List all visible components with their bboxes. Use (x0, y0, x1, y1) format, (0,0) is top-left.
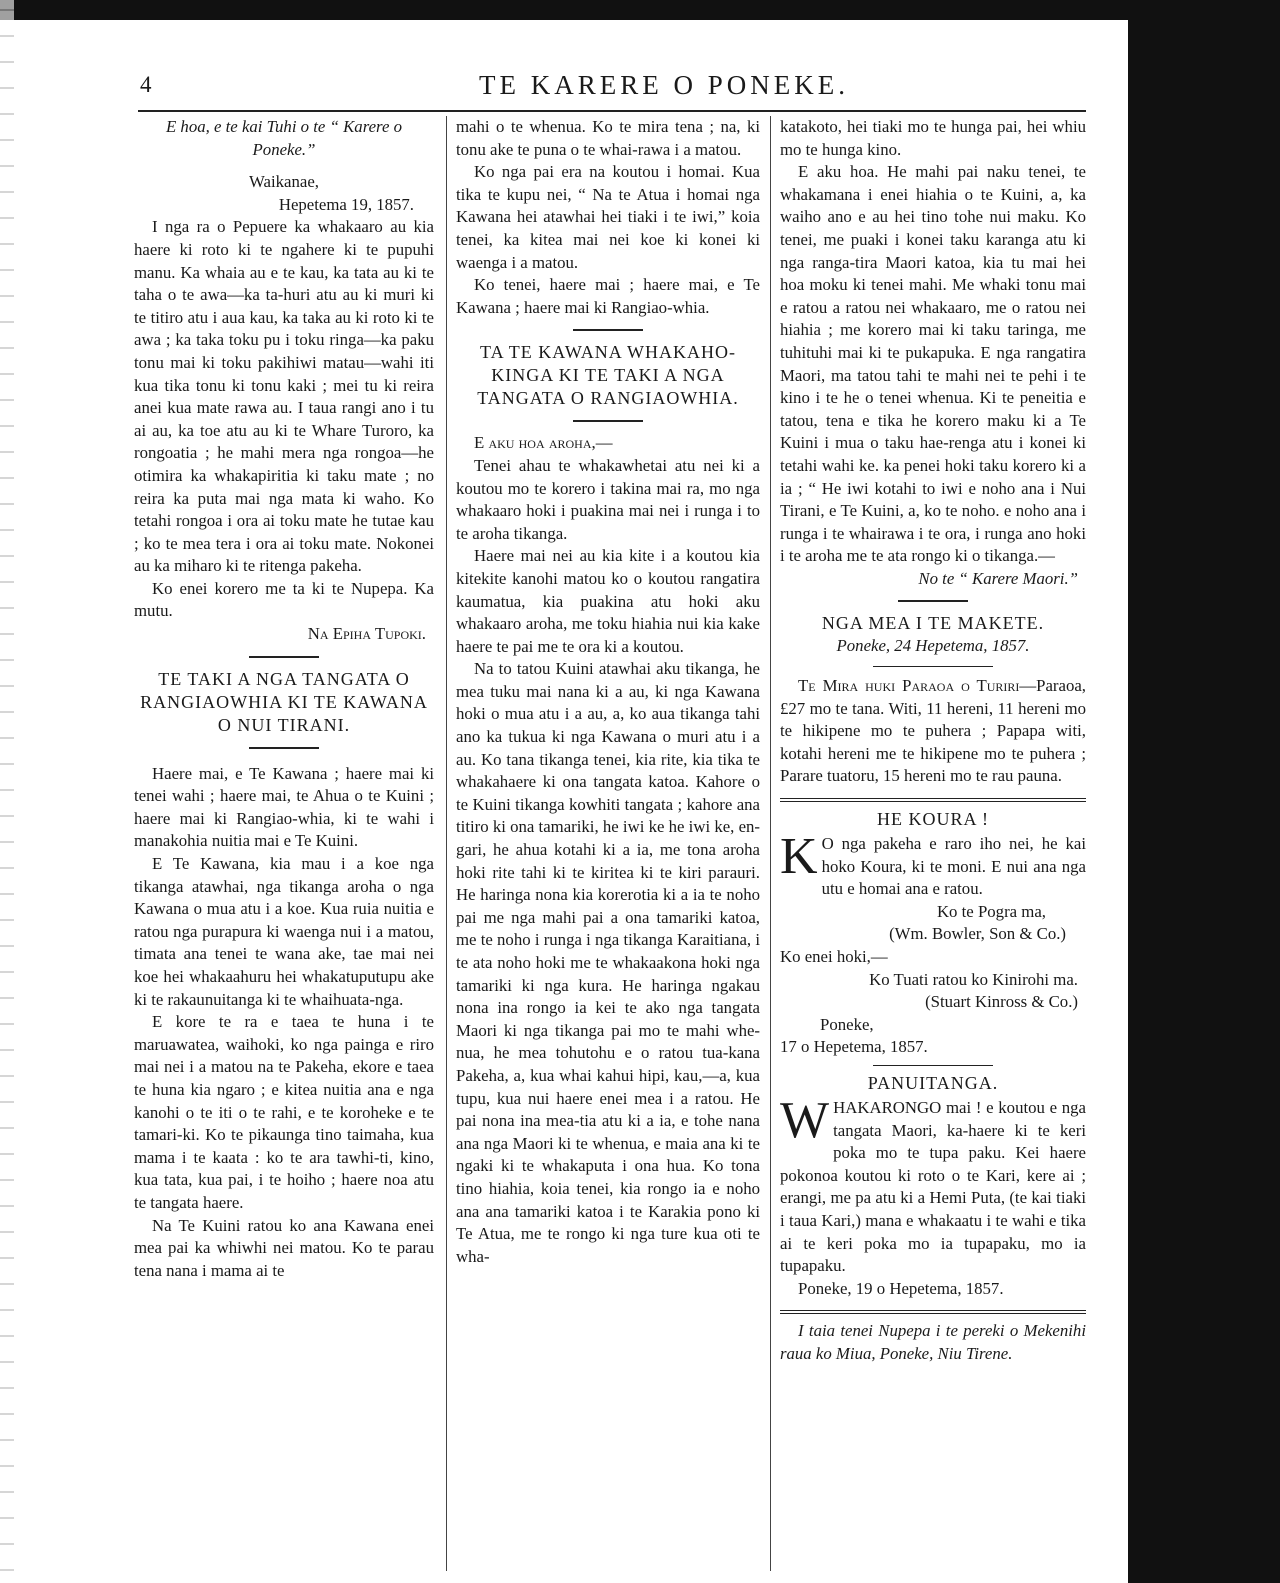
market-listing (780, 675, 1086, 788)
article-paragraph: Tenei ahau te whakawhetai atu nei ki a koutou mo te korero i takina mai ra, mo nga whakaaro hoki i puakina mai nei i runga i to te aroha tikanga. (456, 455, 760, 543)
article-paragraph: Haere mai nei au kia kite i a koutou kia kitekite kanohi matou ko o koutou rangatira kaumatua, kia puakina atu hoki aku whakaaro aroha, me toku hiahia nui kia kake haere te pai me te ora ki a koutou. (456, 546, 760, 656)
article-paragraph: Haere mai, e Te Kawana ; haere mai ki tenei wahi ; haere mai, te Ahua o te Kuini ; haere mai ki Rangiao-whia, ki te wahi i manakohia nuitia mai e Te Kuini. (134, 763, 434, 851)
header-rule (138, 110, 1086, 112)
drop-cap: W (780, 1091, 830, 1149)
section-divider (898, 600, 968, 602)
page-header (138, 68, 1120, 108)
market-heading: NGA MEA I TE MAKETE. (821, 613, 1045, 634)
notice-text: O nga pakeha e raro iho nei, he kai hoko Koura, ki te moni. E nui ana nga utu e homai ana e ratou. (821, 834, 1086, 899)
article-paragraph: Na Te Kuini ratou ko ana Kawana enei mea pai ka whiwhi nei matou. Ko te parau tena nana i mama ai te (134, 1215, 434, 1280)
section-divider (573, 329, 643, 331)
drop-cap: K (780, 828, 818, 886)
market-date: Poneke, 24 Hepetema, 1857. (836, 636, 1030, 656)
section-divider (873, 1065, 993, 1066)
letter-signature: Na Epiha Tupoki. (307, 624, 426, 644)
notice-date: Poneke, 19 o Hepetema, 1857. (798, 1278, 1004, 1298)
masthead-title: TE KARERE O PONEKE. (479, 70, 849, 100)
article-paragraph: E Te Kawana, kia mau i a koe nga tikanga atawhai, nga tikanga aroha o nga Kawana o mua atu i a koe. Kua ruia nuitia e ratou nga purapura ki waenga nui i a matou, timata ana tenei te wana ake, tae mai nei koe hei whakaahuru hei whakatuputupu ake ki te rakaunuitanga ki te whaihuata-nga. (134, 854, 434, 1009)
column-rule-1 (446, 116, 447, 1571)
column-rule-2 (770, 116, 771, 1571)
column-2 (456, 116, 760, 1268)
notice-signature: (Stuart Kinross & Co.) (925, 992, 1078, 1012)
double-rule (780, 798, 1086, 802)
article-paragraph: E aku hoa. He mahi pai naku tenei, te whakamana i enei hiahia o te Kuini, a, ka waiho ano e au hei tino tohe nui maku. Ko tenei, me puaki i konei taku karanga atu ki nga ranga-tira Maori katoa, kia tu mai hei hoa moku ki tenei mahi. Me whaki tonu mai e ratou a ratou nei whakaaro, me o ratou nei hiahia ; me korero mai ki taku taringa, me tuhituhi mai ki te pukapuka. E nga rangatira Maori, ma tatou tahi te mahi nei te pehi i te kino i te he o tenei whenua. Ki te peneitia e tatou, tena e tika he korero maku ki a Te Kuini i mua o taku hae-renga atu i konei ki tetahi wahi ke. ka penei hoki taku korero ki a ia ; “ He iwi kotahi to iwi e noho ana i Nui Tirani, e Te Kuini, a, ko te noho. e noho ana i runga i te whairawa i te ora, i runga ano hoki i te aroha me te ata rongo ki o tikanga.— (780, 162, 1086, 566)
article-paragraph: Na to tatou Kuini atawhai aku tikanga, he mea tuku mai nana ki a au, ki nga Kawana hoki o mua atu i a au, a, ko aua tikanga tahi ano ka tukua ki nga Kawana o muri atu i a au. Ko tana tikanga tenei, kia rite, kia tika te whakahaere ki ona tangata katoa. Kahore o te Kuini tikanga kowhiti tangata ; kahore ana titiro ki ona tamariki, he iwi ke he iwi ke, en-gari, he ahua kotahi ki a ia, me tona aroha hoki rite tahi ki te kiritea ki te kiri parauri. He haringa nona kia korerotia ki a ia te noho pai me nga mahi pai a ona tamariki katoa, me te noho i runga i nga tikanga Karaitiana, i te ata noho hoki me te whakaakona hoki nga tamariki ki nga kura. He haringa ngakau nona ina rongo ia kei te ako nga tangata Maori ki nga tikanga pai mo te mahi whe-nua, he mea tohutohu e o ratou tua-kana Pakeha, a, kua whai kahui hipi, kau,—a, kua tupu, kua nui haere enei mea i a ratou. He pai nona ina mea-tia atu ki a ia, e tohe nana ana nga Maori ki te whenua, e maia ana ki te ngaki ki te whakaputa i ona hua. Ko tona tino hiahia, koia tenei, kia rongo ia e noho ana ana tamariki katoa i te Karakia pono ki Te Atua, me te rongo ki nga ture kua oti te wha- (456, 659, 760, 1266)
article-paragraph: E kore te ra e taea te huna i te maruawatea, waihoki, ko nga painga e riro mai nei i a matou na te Pakeha, ekore e taea te huna kia ngaro ; e kitea nuitia ana e nga kanohi o te iti o te rahi, e te koroheke e te tamari-ki. Ko te pikaunga tino taimaha, kua mama i te kaata : ko te ara tawhi-ti, kino, kua tata, kua pai, i te hoiho ; haere noa atu te tangata haere. (134, 1012, 434, 1212)
column-3 (780, 116, 1086, 1366)
section-divider (249, 656, 319, 658)
notice-paragraph (780, 1091, 1086, 1278)
notice-signature: Ko te Pogra ma, (936, 901, 1046, 921)
article-paragraph: mahi o te whenua. Ko te mira tena ; na, ki tonu ake te puna o te whai-rawa i a matou. (456, 117, 760, 159)
scan-border-top (0, 0, 1280, 20)
reply-salutation: E aku hoa aroha,— (474, 433, 613, 453)
notice-signature: Ko Tuati ratou ko Kinirohi ma. (869, 969, 1078, 989)
notice-paragraph (780, 828, 1086, 901)
page-number: 4 (140, 72, 152, 97)
letter-place: Waikanae, (249, 172, 319, 192)
letter-salutation: E hoa, e te kai Tuhi o te “ Karere o Poneke.” (165, 117, 402, 159)
notice-text: HAKARONGO mai ! e koutou e nga tangata Maori, ka-haere ki te keri poka mo te tupa paku. Kei haere pokonoa koutou ki roto o te Kari, kere ai ; erangi, me pa atu ki a Hemi Puta, (te kai tiaki i taua Kari,) mana e whakaatu i te wahi e tika ai te keri poka mo ia tupapaku, mo ia tupapaku. (780, 1097, 1086, 1276)
letter-paragraph: Ko enei korero me ta ki te Nupepa. Ka mutu. (134, 578, 434, 621)
scan-border-right (1128, 0, 1280, 1583)
notice-text: Ko enei hoki,— (780, 947, 888, 966)
section-divider (573, 420, 643, 422)
section-divider (873, 666, 993, 667)
market-prices: —Paraoa, £27 mo te tana. Witi, 11 hereni, 11 hereni mo te hikipene mo te puhera ; Papapa witi, kotahi hereni me te hikipene mo te puhera ; Parare tuatoru, 15 hereni mo te rau pauna. (780, 676, 1086, 786)
notice-place: Poneke, (820, 1014, 874, 1034)
section-divider (249, 747, 319, 749)
article-paragraph: katakoto, hei tiaki mo te hunga pai, hei whiu mo te hunga kino. (780, 117, 1086, 159)
article-heading: TE TAKI A NGA TANGATA O RANGIAOWHIA KI TE KAWANA O NUI TIRANI. (140, 668, 428, 735)
notice-signature: (Wm. Bowler, Son & Co.) (889, 924, 1066, 944)
double-rule (780, 1310, 1086, 1314)
article-heading: TA TE KAWANA WHAKAHO-KINGA KI TE TAKI A NGA TANGATA O RANGIAOWHIA. (477, 342, 739, 409)
notice-heading: PANUITANGA. (867, 1072, 999, 1093)
article-paragraph: Ko tenei, haere mai ; haere mai, e Te Kawana ; haere mai ki Rangiao-whia. (456, 275, 760, 317)
market-lead: Te Mira huki Paraoa o Turiri (798, 676, 1020, 696)
notice-date: 17 o Hepetema, 1857. (780, 1037, 928, 1057)
column-1 (134, 116, 434, 1282)
imprint: I taia tenei Nupepa i te pereki o Mekenihi raua ko Miua, Poneke, Niu Tirene. (780, 1321, 1086, 1363)
article-source: No te “ Karere Maori.” (918, 568, 1078, 588)
notice-heading: HE KOURA ! (877, 809, 989, 830)
letter-paragraph: I nga ra o Pepuere ka whakaaro au kia haere ki roto ki te ngahere ki te pupuhi manu. Ka whaia au e te kau, ka tata au ki te taha o te awa—ka ta-huri atu au ki muri ki te titiro atu i aua kau, ka taka au ki roto ki te awa ; ka taka toku pu i toku ringa—ka paku tonu mai ki toku pakihiwi matau—wahi iti kua tika tonu ki tonu kaki ; mei tu ki reira anei kua mate rawa au. I taua rangi ano i tu ai au, ka toe atu au ki te Whare Turoro, ka rongoatia ; he mahi mera nga rongoa—he otimira ka whakapiritia ki taku mate ; no reira ka puta mai nga mata ki waho. Ko tetahi rongoa i ora ai toku mate he tutae kau ; ko te mea tera i ora ai toku mate. Nokonei au ka miharo ki te ritenga pakeha. (134, 217, 434, 576)
scan-border-left (0, 0, 14, 1583)
letter-date: Hepetema 19, 1857. (278, 194, 414, 214)
article-paragraph: Ko nga pai era na koutou i homai. Kua tika te kupu nei, “ Na te Atua i homai nga Kawana hei atawhai hei tiaki i te iwi,” koia tenei, ka kitea mai nei koe ki konei ki waenga i a matou. (456, 162, 760, 272)
